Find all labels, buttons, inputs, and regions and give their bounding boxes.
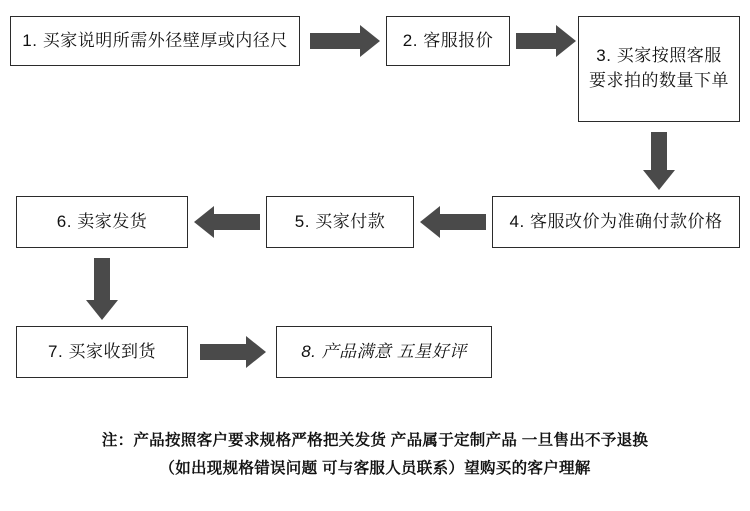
flow-step-8-label: 8. 产品满意 五星好评 [301,341,467,361]
flow-step-7-label: 7. 买家收到货 [48,341,156,361]
flow-step-4 [492,196,740,248]
arrow-shaft [651,132,667,172]
arrow-head [643,170,675,190]
note-line-2: （如出现规格错误问题 可与客服人员联系）望购买的客户理解 [159,460,591,477]
flow-step-5-label: 5. 买家付款 [294,211,386,231]
arrow-step4-to-step5 [420,206,486,238]
arrow-step6-to-step7 [86,258,118,320]
arrow-head [246,336,266,368]
arrow-head [194,206,214,238]
arrow-head [556,25,576,57]
flow-step-8 [276,326,492,378]
arrow-step3-to-step4 [643,132,675,190]
note-line-1: 注：产品按照客户要求规格严格把关发货 产品属于定制产品 一旦售出不予退换 [101,432,649,449]
arrow-shaft [212,214,260,230]
flow-step-4-label: 4. 客服改价为准确付款价格 [509,211,723,231]
arrow-step5-to-step6 [194,206,260,238]
arrow-head [86,300,118,320]
flow-step-6-label: 6. 卖家发货 [56,211,148,231]
arrow-shaft [438,214,486,230]
arrow-step1-to-step2 [310,25,380,57]
flow-step-2 [386,16,510,66]
arrow-shaft [94,258,110,302]
arrow-head [420,206,440,238]
flow-step-7 [16,326,188,378]
arrow-step2-to-step3 [516,25,576,57]
flow-step-5 [266,196,414,248]
arrow-shaft [310,33,362,49]
flow-step-3-label: 3. 买家按照客服要求拍的数量下单 [589,46,729,90]
flow-step-1-label: 1. 买家说明所需外径壁厚或内径尺 [22,30,288,50]
arrow-shaft [200,344,248,360]
flow-step-6 [16,196,188,248]
flow-step-1 [10,16,300,66]
flow-step-3 [578,16,740,122]
arrow-shaft [516,33,558,49]
arrow-step7-to-step8 [200,336,266,368]
arrow-head [360,25,380,57]
flow-step-2-label: 2. 客服报价 [402,30,494,50]
